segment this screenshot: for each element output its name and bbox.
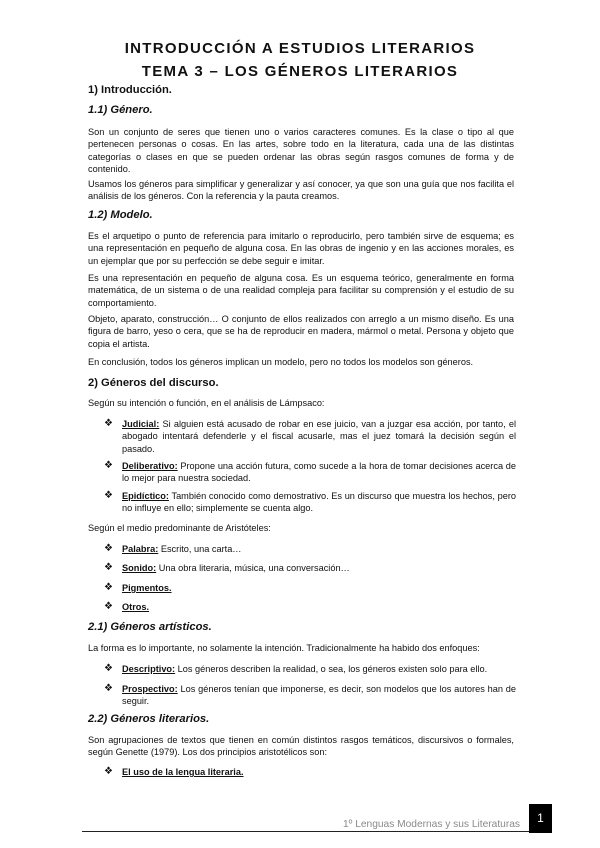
list-item-lengua-literaria: [104, 766, 516, 778]
bullet-diamond-icon: ❖: [104, 601, 113, 612]
heading-generos-discurso: 2) Géneros del discurso.: [88, 377, 219, 389]
bullet-diamond-icon: ❖: [104, 543, 113, 554]
text-prospectivo: Los géneros tenían que imponerse, es decir, son modelos que los autores han de seguir.: [122, 684, 516, 707]
term-sonido: Sonido:: [122, 563, 157, 573]
paragraph-genero-definicion: Son un conjunto de seres que tienen uno o varios caracteres comunes. Es la clase o tipo al que pertenecen personas o cosas. En las artes, sobre todo en la literatura, cada una de las distintas categorías o clases en que se pueden ordenar las obras según rasgos comunes de forma y de contenido.: [88, 127, 514, 174]
heading-generos-artisticos: 2.1) Géneros artísticos.: [88, 621, 212, 633]
term-deliberativo: Deliberativo:: [122, 461, 178, 471]
bullet-diamond-icon: ❖: [104, 683, 113, 694]
list-item-pigmentos: [104, 582, 516, 594]
heading-genero: 1.1) Género.: [88, 104, 153, 116]
bullet-diamond-icon: ❖: [104, 582, 113, 593]
bullet-diamond-icon: ❖: [104, 490, 113, 501]
term-descriptivo: Descriptivo:: [122, 664, 176, 674]
term-prospectivo: Prospectivo:: [122, 684, 178, 694]
list-item-deliberativo: [104, 460, 516, 485]
paragraph-conclusion: En conclusión, todos los géneros implican un modelo, pero no todos los modelos son géneros.: [88, 357, 474, 367]
paragraph-modelo-objeto: Objeto, aparato, construcción… O conjunto de ellos realizados con arreglo a un mismo diseño. Es una figura de barro, yeso o cera, que se ha de reproducir en madera, mármol o metal. Persona y objeto que copia el artista.: [88, 314, 514, 349]
text-deliberativo: Propone una acción futura, como sucede a la hora de tomar decisiones acerca de lo mejor para nuestra sociedad.: [122, 461, 516, 484]
list-item-descriptivo: [104, 663, 516, 675]
list-item-epidictico: [104, 490, 516, 515]
heading-generos-literarios: 2.2) Géneros literarios.: [88, 713, 210, 725]
term-pigmentos: Pigmentos.: [122, 583, 172, 593]
paragraph-lampsaco: Según su intención o función, en el análisis de Lámpsaco:: [88, 398, 325, 408]
page-number: 1: [529, 804, 552, 833]
footer-divider: [82, 831, 532, 832]
paragraph-aristoteles: Según el medio predominante de Aristóteles:: [88, 523, 271, 533]
list-item-prospectivo: [104, 683, 516, 708]
term-lengua-literaria: El uso de la lengua literaria.: [122, 767, 244, 777]
document-subtitle: TEMA 3 – LOS GÉNEROS LITERARIOS: [141, 63, 459, 80]
text-epidictico: También conocido como demostrativo. Es un discurso que muestra los hechos, pero no influye en ello; simplemente se cuenta algo.: [122, 491, 516, 514]
text-judicial: Si alguien está acusado de robar en ese juicio, van a juzgar esa acción, por tanto, el abogado intentará defenderle y el fiscal acusarle, mas el juez tomará la decisión según el pasado.: [122, 419, 516, 454]
paragraph-modelo-representacion: Es una representación en pequeño de alguna cosa. Es un esquema teórico, generalmente en forma matemática, de un sistema o de una realidad compleja para facilitar su comprensión y el estudio de su comportamiento.: [88, 273, 514, 308]
list-item-palabra: [104, 543, 516, 555]
text-palabra: Escrito, una carta…: [158, 544, 242, 554]
bullet-diamond-icon: ❖: [104, 418, 113, 429]
paragraph-agrupaciones: Son agrupaciones de textos que tienen en común distintos rasgos temáticos, discursivos o formales, según Genette (1979). Los dos principios aristotélicos son:: [88, 735, 514, 758]
bullet-diamond-icon: ❖: [104, 766, 113, 777]
footer-course-label: 1º Lenguas Modernas y sus Literaturas: [342, 819, 520, 830]
heading-modelo: 1.2) Modelo.: [88, 209, 153, 221]
paragraph-modelo-arquetipo: Es el arquetipo o punto de referencia para imitarlo o reproducirlo, pero también sirve de esquema; es una representación en pequeño de alguna cosa. En las obras de ingenio y en las acciones morales, es un ejemplar que por su perfección se debe seguir e imitar.: [88, 231, 514, 266]
list-item-judicial: [104, 418, 516, 455]
bullet-diamond-icon: ❖: [104, 460, 113, 471]
text-descriptivo: Los géneros describen la realidad, o sea, los géneros existen solo para ello.: [175, 664, 488, 674]
bullet-diamond-icon: ❖: [104, 663, 113, 674]
list-item-sonido: [104, 562, 516, 574]
term-palabra: Palabra:: [122, 544, 159, 554]
text-sonido: Una obra literaria, música, una conversación…: [156, 563, 350, 573]
document-title: INTRODUCCIÓN A ESTUDIOS LITERARIOS: [124, 40, 476, 57]
term-otros: Otros.: [122, 602, 150, 612]
term-epidictico: Epidíctico:: [122, 491, 169, 501]
paragraph-forma: La forma es lo importante, no solamente la intención. Tradicionalmente ha habido dos enfoques:: [88, 643, 480, 653]
paragraph-genero-uso: Usamos los géneros para simplificar y generalizar y así conocer, ya que son una guía que nos facilita el análisis de los géneros. Con la referencia y la pauta creamos.: [88, 179, 514, 202]
list-item-otros: [104, 601, 516, 613]
bullet-diamond-icon: ❖: [104, 562, 113, 573]
term-judicial: Judicial:: [122, 419, 160, 429]
heading-introduccion: 1) Introducción.: [88, 84, 172, 96]
